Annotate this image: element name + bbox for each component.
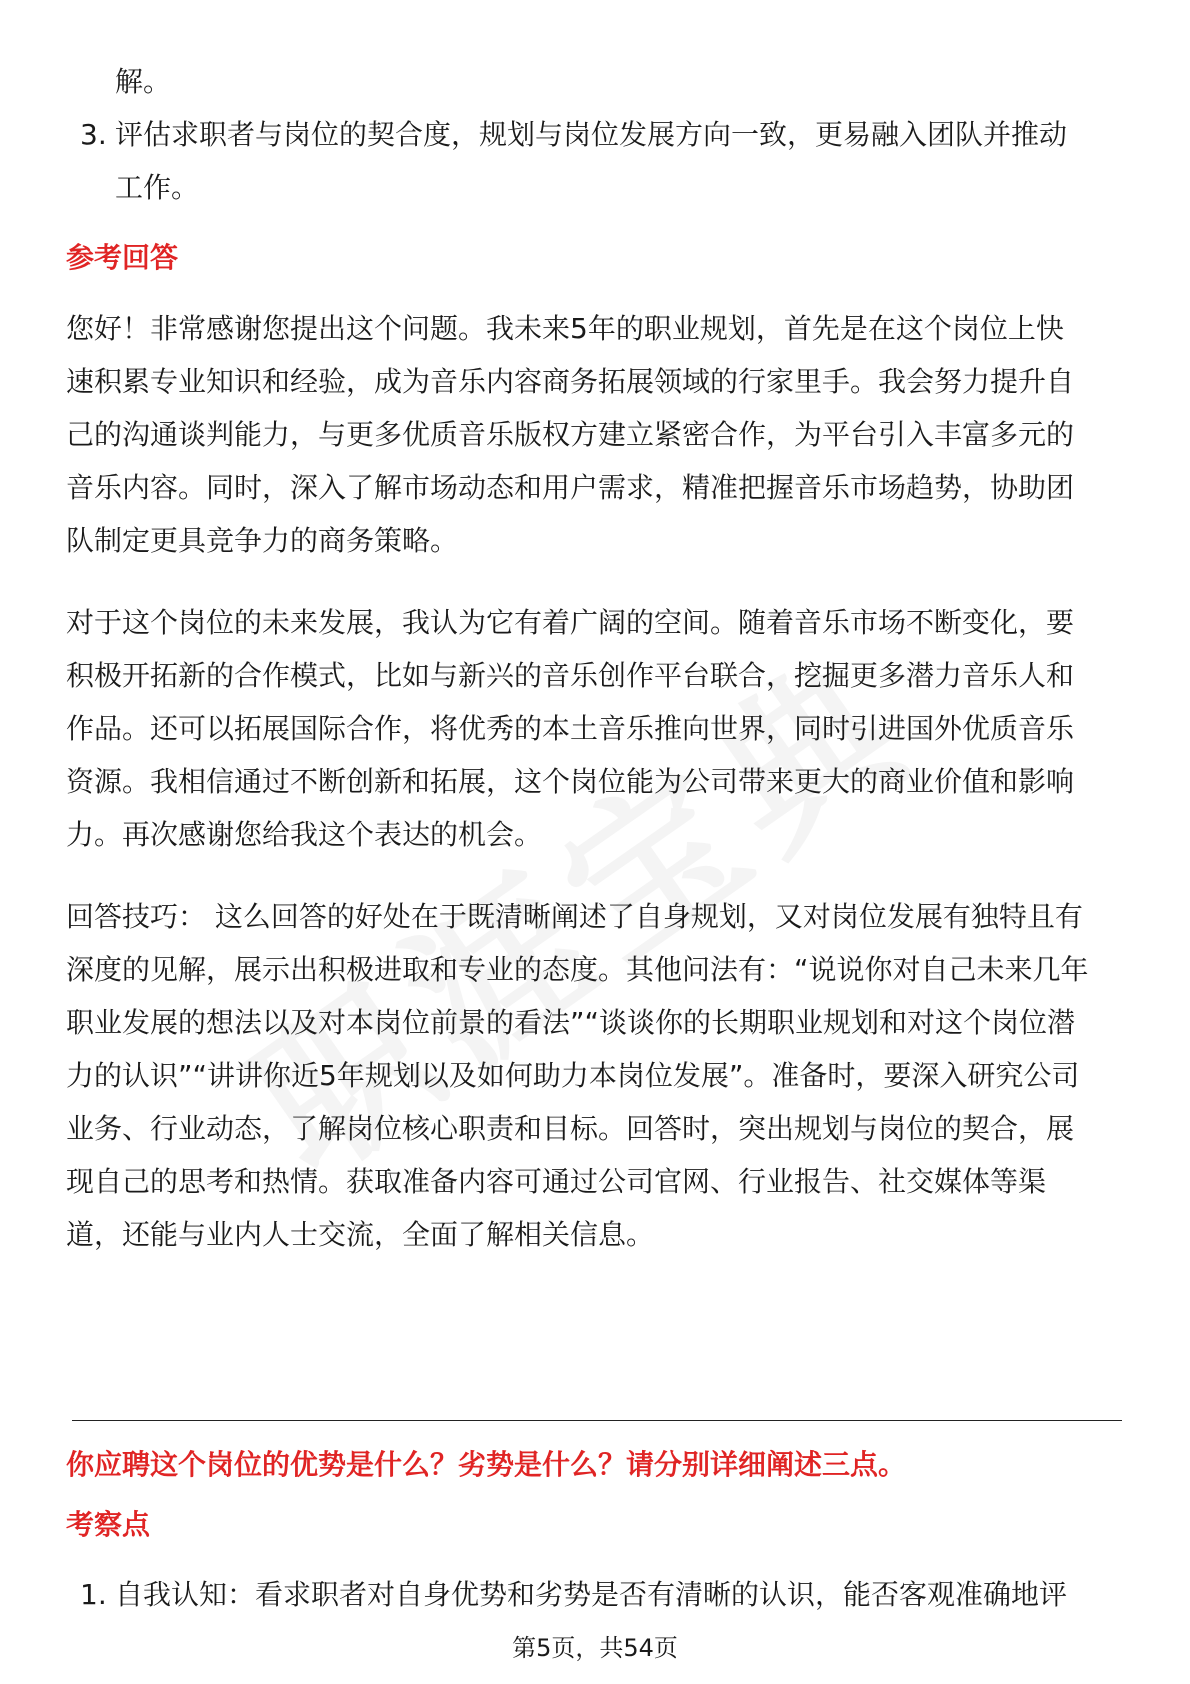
tips-line: 回答技巧： 这么回答的好处在于既清晰阐述了自身规划，又对岗位发展有独特且有: [66, 900, 1083, 933]
page-footer: 第5页，共54页: [512, 1634, 678, 1662]
tips-line: 力的认识”“讲讲你近5年规划以及如何助力本岗位发展”。准备时，要深入研究公司: [66, 1059, 1080, 1092]
list-number: 1.: [80, 1578, 107, 1611]
list-item-line: 工作。: [115, 171, 200, 204]
answer-p1-line: 音乐内容。同时，深入了解市场动态和用户需求，精准把握音乐市场趋势，协助团: [66, 471, 1075, 504]
answer-p1-line: 您好！非常感谢您提出这个问题。我未来5年的职业规划，首先是在这个岗位上快: [66, 312, 1064, 345]
tips-line: 深度的见解，展示出积极进取和专业的态度。其他问法有：“说说你对自己未来几年: [66, 953, 1089, 986]
tips-line: 道，还能与业内人士交流，全面了解相关信息。: [66, 1218, 655, 1251]
answer-p2-line: 力。再次感谢您给我这个表达的机会。: [66, 818, 543, 851]
answer-heading: 参考回答: [66, 241, 179, 274]
answer-p2-line: 资源。我相信通过不断创新和拓展，这个岗位能为公司带来更大的商业价值和影响: [66, 765, 1075, 798]
focus-heading: 考察点: [66, 1508, 151, 1541]
answer-p1-line: 队制定更具竞争力的商务策略。: [66, 524, 459, 557]
focus-item-line: 自我认知：看求职者对自身优势和劣势是否有清晰的认识，能否客观准确地评: [115, 1578, 1068, 1611]
section-divider: [72, 1420, 1122, 1421]
tips-line: 职业发展的想法以及对本岗位前景的看法”“谈谈你的长期职业规划和对这个岗位潜: [66, 1006, 1076, 1039]
answer-p1-line: 己的沟通谈判能力，与更多优质音乐版权方建立紧密合作，为平台引入丰富多元的: [66, 418, 1075, 451]
answer-p2-line: 对于这个岗位的未来发展，我认为它有着广阔的空间。随着音乐市场不断变化，要: [66, 606, 1075, 639]
list-number: 3.: [80, 118, 107, 151]
tips-line: 现自己的思考和热情。获取准备内容可通过公司官网、行业报告、社交媒体等渠: [66, 1165, 1047, 1198]
answer-p2-line: 积极开拓新的合作模式，比如与新兴的音乐创作平台联合，挖掘更多潜力音乐人和: [66, 659, 1075, 692]
answer-p2-line: 作品。还可以拓展国际合作，将优秀的本土音乐推向世界，同时引进国外优质音乐: [66, 712, 1075, 745]
prev-item-tail: 解。: [115, 65, 172, 98]
answer-p1-line: 速积累专业知识和经验，成为音乐内容商务拓展领域的行家里手。我会努力提升自: [66, 365, 1075, 398]
question-title: 你应聘这个岗位的优势是什么？劣势是什么？请分别详细阐述三点。: [66, 1448, 907, 1481]
list-item-line: 评估求职者与岗位的契合度，规划与岗位发展方向一致，更易融入团队并推动: [115, 118, 1068, 151]
tips-line: 业务、行业动态，了解岗位核心职责和目标。回答时，突出规划与岗位的契合，展: [66, 1112, 1075, 1145]
